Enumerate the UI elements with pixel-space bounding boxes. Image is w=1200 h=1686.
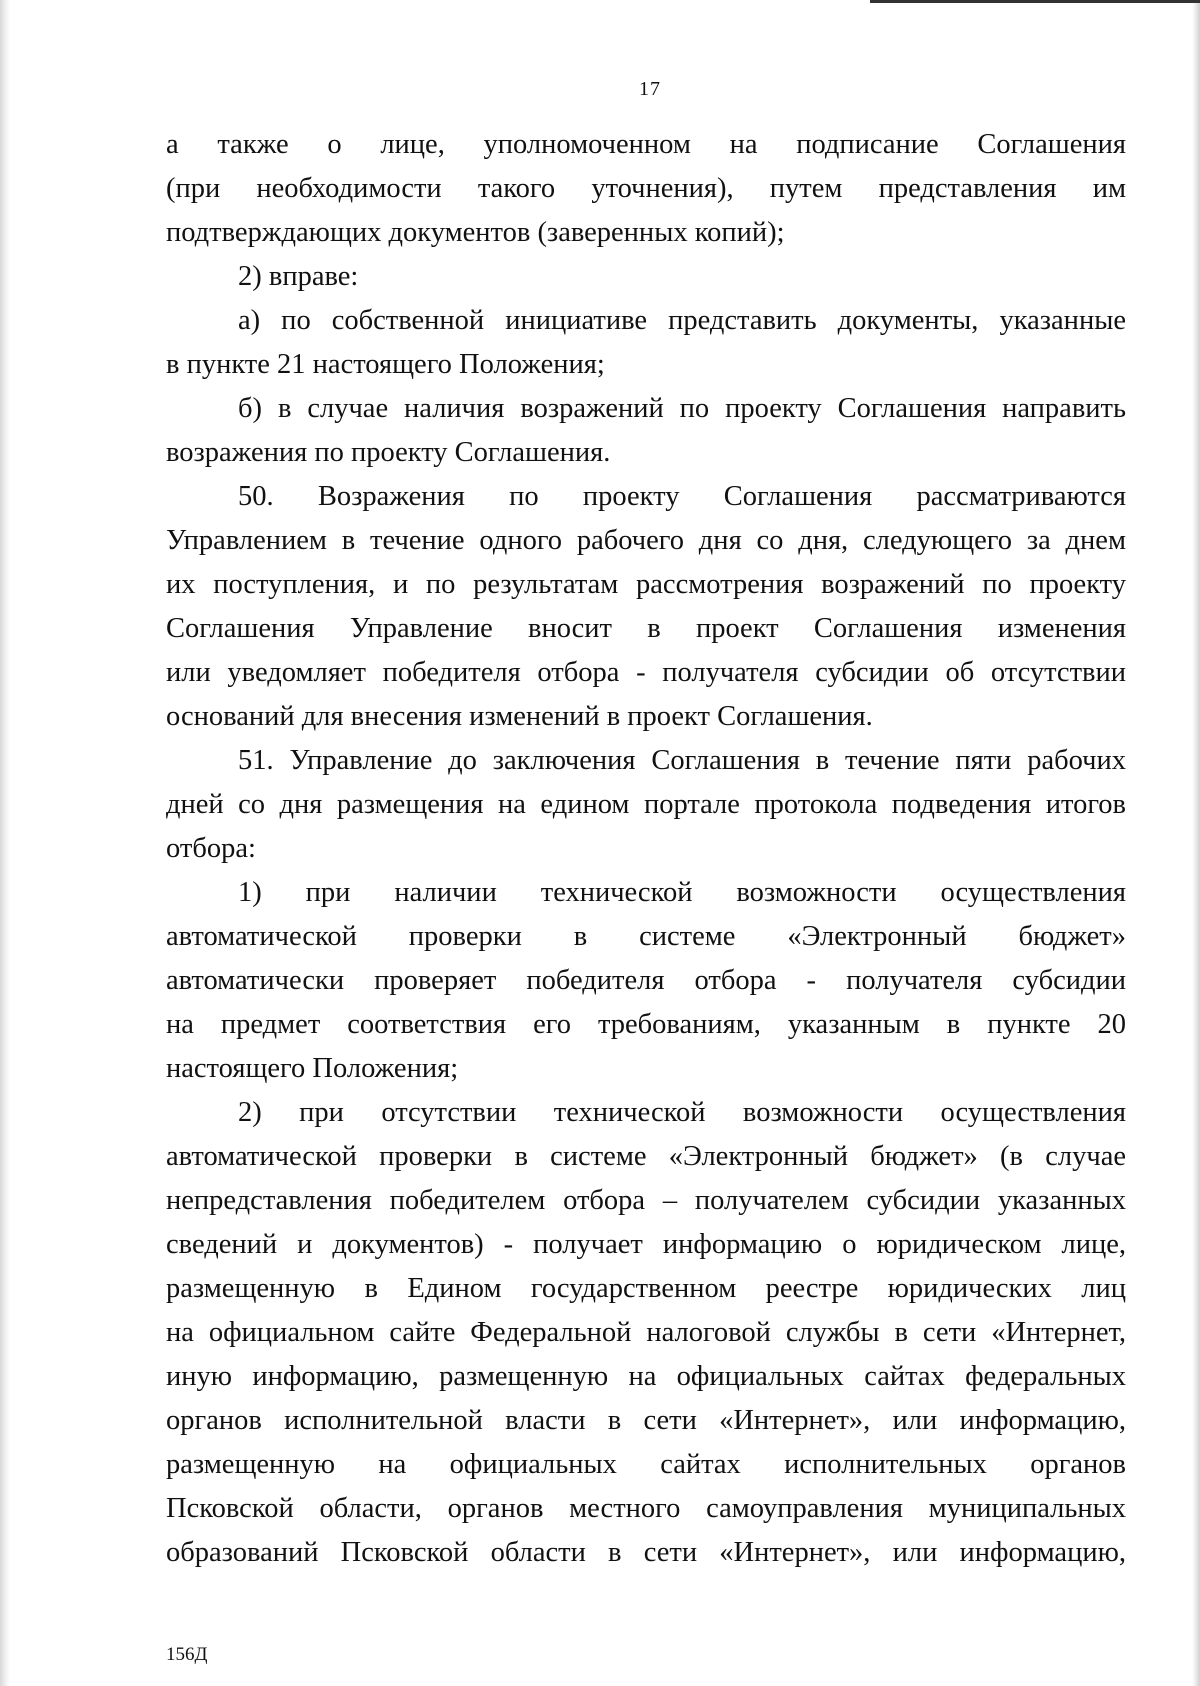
text-line: автоматической проверки в системе «Электронный бюджет» [166, 921, 1126, 952]
scan-edge-left [0, 0, 10, 1686]
text-line: на официальном сайте Федеральной налоговой службы в сети «Интернет, [166, 1317, 1126, 1348]
text-line: автоматической проверки в системе «Электронный бюджет» (в случае [166, 1141, 1126, 1172]
text-line: 2) при отсутствии технической возможности осуществления [238, 1097, 1126, 1128]
text-line: (при необходимости такого уточнения), путем представления им [166, 173, 1126, 204]
text-line: Управлением в течение одного рабочего дня со дня, следующего за днем [166, 525, 1126, 556]
document-body [166, 123, 1126, 1575]
text-line: а также о лице, уполномоченном на подписание Соглашения [166, 129, 1126, 160]
text-line: подтверждающих документов (заверенных копий); [166, 217, 785, 248]
text-line: непредставления победителем отбора – получателем субсидии указанных [166, 1185, 1126, 1216]
text-line: сведений и документов) - получает информацию о юридическом лице, [166, 1229, 1126, 1260]
text-line: их поступления, и по результатам рассмотрения возражений по проекту [166, 569, 1126, 600]
scan-edge-right [1192, 0, 1200, 1686]
text-line: оснований для внесения изменений в проект Соглашения. [166, 701, 873, 732]
text-line: размещенную в Едином государственном реестре юридических лиц [166, 1273, 1126, 1304]
text-line: возражения по проекту Соглашения. [166, 437, 611, 468]
text-line: 50. Возражения по проекту Соглашения рассматриваются [238, 481, 1126, 512]
text-line: размещенную на официальных сайтах исполнительных органов [166, 1449, 1126, 1480]
text-line: 51. Управление до заключения Соглашения в течение пяти рабочих [238, 745, 1126, 776]
text-line: б) в случае наличия возражений по проекту Соглашения направить [238, 393, 1126, 424]
text-line: настоящего Положения; [166, 1053, 459, 1084]
text-line: отбора: [166, 833, 256, 864]
text-line: органов исполнительной власти в сети «Интернет», или информацию, [166, 1405, 1126, 1436]
text-line: или уведомляет победителя отбора - получателя субсидии об отсутствии [166, 657, 1126, 688]
text-line: 1) при наличии технической возможности осуществления [238, 877, 1126, 908]
text-line: а) по собственной инициативе представить документы, указанные [238, 305, 1126, 336]
text-line: на предмет соответствия его требованиям, указанным в пункте 20 [166, 1009, 1126, 1040]
page-number: 17 [639, 78, 661, 100]
text-line: иную информацию, размещенную на официальных сайтах федеральных [166, 1361, 1126, 1392]
text-line: автоматически проверяет победителя отбора - получателя субсидии [166, 965, 1126, 996]
text-line: 2) вправе: [238, 261, 359, 292]
text-line: образований Псковской области в сети «Интернет», или информацию, [166, 1537, 1126, 1568]
scan-top-line [870, 0, 1200, 3]
text-line: дней со дня размещения на едином портале протокола подведения итогов [166, 789, 1126, 820]
text-line: в пункте 21 настоящего Положения; [166, 349, 605, 380]
text-line: Псковской области, органов местного самоуправления муниципальных [166, 1493, 1126, 1524]
text-line: Соглашения Управление вносит в проект Соглашения изменения [166, 613, 1126, 644]
footer-document-code: 156Д [166, 1644, 208, 1665]
